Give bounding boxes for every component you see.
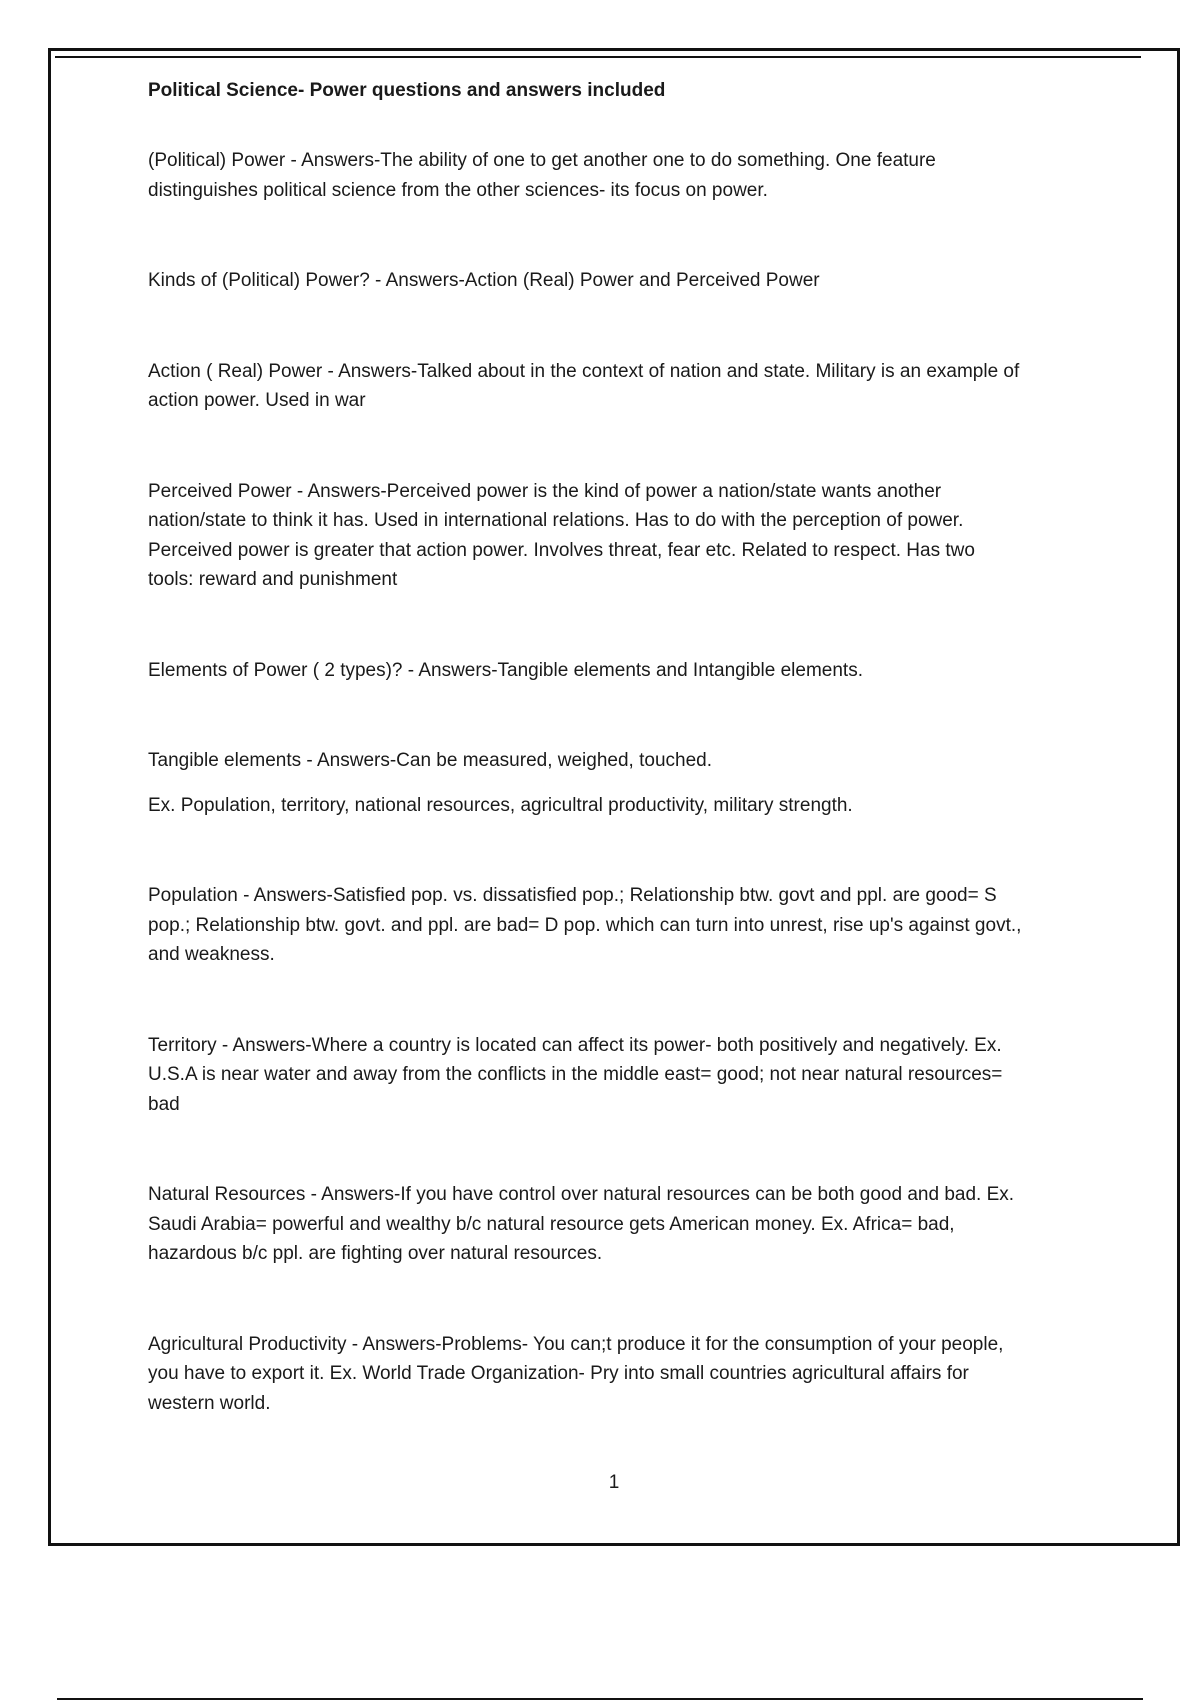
qa-action-power: Action ( Real) Power - Answers-Talked about in the context of nation and state. Military is an example of action power. Used in war: [148, 360, 1020, 411]
qa-natural-resources: Natural Resources - Answers-If you have control over natural resources can be both good and bad. Ex. Saudi Arabia= powerful and wealthy b/c natural resource gets American money. Ex. Africa= bad, hazardous b/c ppl. are fighting over natural resources.: [148, 1184, 1015, 1264]
qa-tangible-examples: Ex. Population, territory, national resources, agricultral productivity, military strength.: [148, 794, 853, 816]
qa-political-power: (Political) Power - Answers-The ability of one to get another one to do something. One feature distinguishes political science from the other sciences- its focus on power.: [148, 150, 936, 201]
qa-territory: Territory - Answers-Where a country is located can affect its power- both positively and negatively. Ex. U.S.A is near water and away from the conflicts in the middle east= good; not near natural resources= bad: [148, 1034, 1003, 1115]
qa-tangible-elements: Tangible elements - Answers-Can be measured, weighed, touched.: [148, 750, 712, 771]
page-number: 1: [608, 1472, 620, 1493]
document-body: [148, 76, 1128, 1418]
qa-kinds-of-power: Kinds of (Political) Power? - Answers-Action (Real) Power and Perceived Power: [148, 270, 820, 291]
document-title: Political Science- Power questions and answers included: [148, 80, 666, 101]
qa-agricultural-productivity: Agricultural Productivity - Answers-Problems- You can;t produce it for the consumption of your people, you have to export it. Ex. World Trade Organization- Pry into small countries agricultural affairs for western world.: [148, 1333, 1004, 1414]
qa-elements-of-power: Elements of Power ( 2 types)? - Answers-Tangible elements and Intangible elements.: [148, 659, 863, 681]
page-frame: [48, 48, 1180, 1546]
qa-population: Population - Answers-Satisfied pop. vs. dissatisfied pop.; Relationship btw. govt and ppl. are good= S pop.; Relationship btw. govt. and ppl. are bad= D pop. which can turn into unrest, rise up's against govt., and weakness.: [148, 885, 1022, 965]
header-rule: [55, 56, 1141, 58]
qa-perceived-power: Perceived Power - Answers-Perceived power is the kind of power a nation/state wants another nation/state to think it has. Used in international relations. Has to do with the perception of power. Perceived power is greater that action power. Involves threat, fear etc. Related to respect. Has two tools: reward and punishment: [148, 480, 975, 590]
